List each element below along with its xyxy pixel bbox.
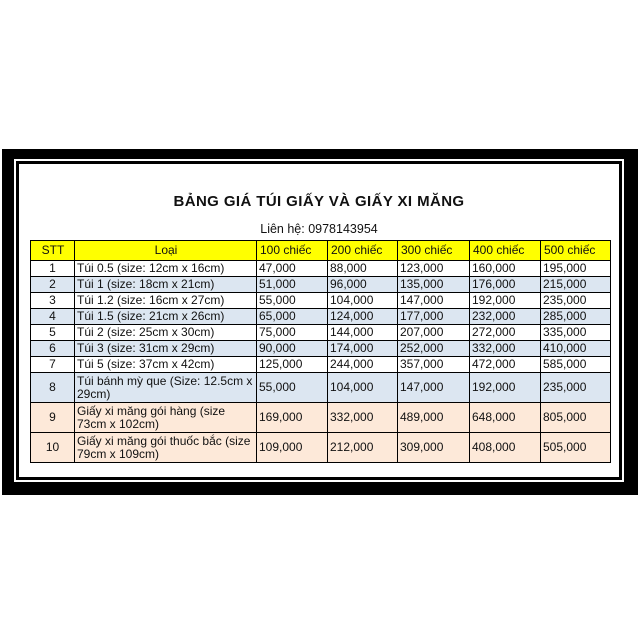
row-stt: 6 <box>31 341 75 357</box>
row-item-name: Túi 1 (size: 18cm x 21cm) <box>75 277 257 293</box>
price-cell: 489,000 <box>398 403 470 433</box>
table-row <box>31 293 611 309</box>
row-item-name: Giấy xi măng gói hàng (size 73cm x 102cm) <box>75 403 257 433</box>
table-row <box>31 261 611 277</box>
price-cell: 55,000 <box>257 373 328 403</box>
header-item: Loại <box>75 241 257 261</box>
row-item-name: Túi 3 (size: 31cm x 29cm) <box>75 341 257 357</box>
price-cell: 75,000 <box>257 325 328 341</box>
price-cell: 90,000 <box>257 341 328 357</box>
row-item-name: Túi 1.2 (size: 16cm x 27cm) <box>75 293 257 309</box>
row-stt: 3 <box>31 293 75 309</box>
table-row <box>31 309 611 325</box>
price-cell: 332,000 <box>470 341 541 357</box>
price-cell: 47,000 <box>257 261 328 277</box>
table-row <box>31 403 611 433</box>
row-item-name: Giấy xi măng gói thuốc bắc (size 79cm x 109cm) <box>75 433 257 463</box>
price-cell: 232,000 <box>470 309 541 325</box>
table-row <box>31 277 611 293</box>
price-cell: 235,000 <box>541 373 611 403</box>
row-stt: 10 <box>31 433 75 463</box>
price-cell: 169,000 <box>257 403 328 433</box>
price-cell: 65,000 <box>257 309 328 325</box>
price-cell: 147,000 <box>398 293 470 309</box>
table-row <box>31 433 611 463</box>
price-cell: 408,000 <box>470 433 541 463</box>
contact-info: Liên hệ: 0978143954 <box>260 222 378 236</box>
price-cell: 51,000 <box>257 277 328 293</box>
row-item-name: Túi 1.5 (size: 21cm x 26cm) <box>75 309 257 325</box>
price-cell: 104,000 <box>328 373 398 403</box>
header-qty-300: 300 chiếc <box>398 241 470 261</box>
price-cell: 272,000 <box>470 325 541 341</box>
price-cell: 309,000 <box>398 433 470 463</box>
price-cell: 176,000 <box>470 277 541 293</box>
price-cell: 195,000 <box>541 261 611 277</box>
price-cell: 585,000 <box>541 357 611 373</box>
price-cell: 124,000 <box>328 309 398 325</box>
price-cell: 104,000 <box>328 293 398 309</box>
row-stt: 2 <box>31 277 75 293</box>
price-cell: 410,000 <box>541 341 611 357</box>
price-cell: 252,000 <box>398 341 470 357</box>
price-cell: 192,000 <box>470 373 541 403</box>
row-stt: 1 <box>31 261 75 277</box>
price-cell: 135,000 <box>398 277 470 293</box>
row-item-name: Túi 0.5 (size: 12cm x 16cm) <box>75 261 257 277</box>
header-qty-100: 100 chiếc <box>257 241 328 261</box>
row-item-name: Túi bánh mỳ que (Size: 12.5cm x 29cm) <box>75 373 257 403</box>
table-header-row <box>31 241 611 261</box>
price-board <box>19 164 619 477</box>
price-cell: 235,000 <box>541 293 611 309</box>
price-cell: 174,000 <box>328 341 398 357</box>
price-cell: 357,000 <box>398 357 470 373</box>
price-cell: 192,000 <box>470 293 541 309</box>
price-cell: 125,000 <box>257 357 328 373</box>
price-cell: 805,000 <box>541 403 611 433</box>
row-item-name: Túi 2 (size: 25cm x 30cm) <box>75 325 257 341</box>
row-stt: 4 <box>31 309 75 325</box>
price-cell: 123,000 <box>398 261 470 277</box>
price-cell: 96,000 <box>328 277 398 293</box>
table-row <box>31 325 611 341</box>
price-table <box>30 240 611 463</box>
table-row <box>31 341 611 357</box>
price-cell: 177,000 <box>398 309 470 325</box>
price-cell: 88,000 <box>328 261 398 277</box>
price-cell: 144,000 <box>328 325 398 341</box>
row-stt: 5 <box>31 325 75 341</box>
price-cell: 648,000 <box>470 403 541 433</box>
price-cell: 505,000 <box>541 433 611 463</box>
board-title: BẢNG GIÁ TÚI GIẤY VÀ GIẤY XI MĂNG <box>173 193 465 210</box>
price-board-frame <box>2 149 638 495</box>
price-cell: 285,000 <box>541 309 611 325</box>
header-stt: STT <box>31 241 75 261</box>
price-cell: 335,000 <box>541 325 611 341</box>
price-cell: 109,000 <box>257 433 328 463</box>
price-cell: 215,000 <box>541 277 611 293</box>
row-stt: 8 <box>31 373 75 403</box>
price-cell: 160,000 <box>470 261 541 277</box>
table-row <box>31 373 611 403</box>
header-qty-500: 500 chiếc <box>541 241 611 261</box>
price-cell: 244,000 <box>328 357 398 373</box>
row-stt: 7 <box>31 357 75 373</box>
price-cell: 55,000 <box>257 293 328 309</box>
table-row <box>31 357 611 373</box>
price-cell: 207,000 <box>398 325 470 341</box>
price-cell: 332,000 <box>328 403 398 433</box>
header-qty-400: 400 chiếc <box>470 241 541 261</box>
price-cell: 147,000 <box>398 373 470 403</box>
row-stt: 9 <box>31 403 75 433</box>
header-qty-200: 200 chiếc <box>328 241 398 261</box>
row-item-name: Túi 5 (size: 37cm x 42cm) <box>75 357 257 373</box>
price-cell: 472,000 <box>470 357 541 373</box>
price-cell: 212,000 <box>328 433 398 463</box>
